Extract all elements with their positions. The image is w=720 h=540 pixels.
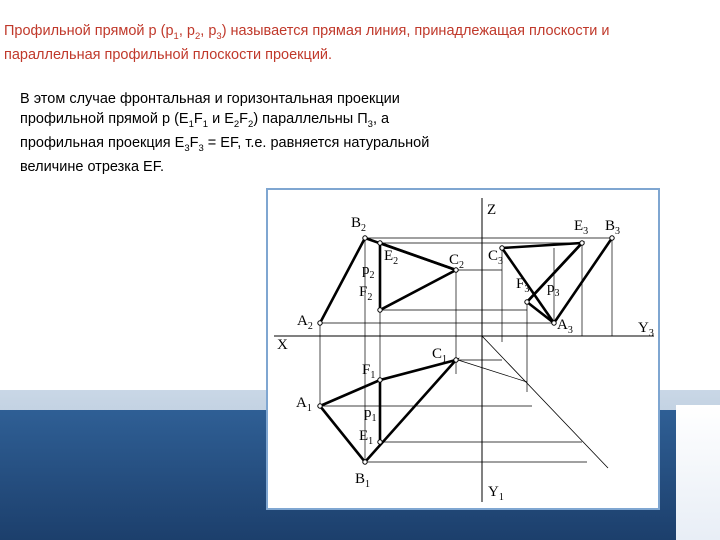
decorative-corner (676, 405, 720, 540)
projection-drawing-frame (266, 188, 660, 510)
label-p2: $p_2$ (362, 262, 375, 281)
label-p3: $p_3$ (547, 280, 560, 299)
label-a2: $A_2$ (297, 313, 313, 332)
label-c3: $C_3$ (488, 248, 504, 267)
construction-arc-line (482, 336, 608, 468)
label-e2: $E_2$ (384, 248, 399, 267)
label-y1: $Y_1$ (488, 484, 504, 503)
label-f1: $F_1$ (362, 362, 376, 381)
label-a3: $A_3$ (557, 317, 573, 336)
projection-drawing (268, 190, 662, 512)
label-e3: $E_3$ (574, 218, 589, 237)
label-f2: $F_2$ (359, 284, 373, 303)
label-f3: $F_3$ (516, 276, 530, 295)
label-b3: $B_3$ (605, 218, 621, 237)
label-c2: $C_2$ (449, 252, 465, 271)
label-e1: $E_1$ (359, 428, 374, 447)
label-p1: $p_1$ (364, 405, 377, 424)
slide-title: Профильной прямой p ($p_1$, $p_2$, $p_3$) называется прямая линия, принадлежащая плоскости и параллельная профильной плоскости проекций. (4, 23, 610, 63)
slide-paragraph: В этом случае фронтальная и горизонтальная проекции профильной прямой p ($E_1F_1$ и $E_2F_2$) параллельны $П_3$, а профильная проекция $E_3F_3$ = EF, т.е. равняется натуральной величине отрезка EF. (20, 91, 430, 176)
label-b2: $B_2$ (351, 215, 367, 234)
label-a1: $A_1$ (296, 395, 312, 414)
label-c1: $C_1$ (432, 346, 448, 365)
point-labels (277, 202, 654, 503)
label-x: X (277, 337, 288, 353)
label-y3: $Y_3$ (638, 320, 654, 339)
label-z: Z (487, 202, 497, 218)
label-b1: $B_1$ (355, 471, 371, 490)
